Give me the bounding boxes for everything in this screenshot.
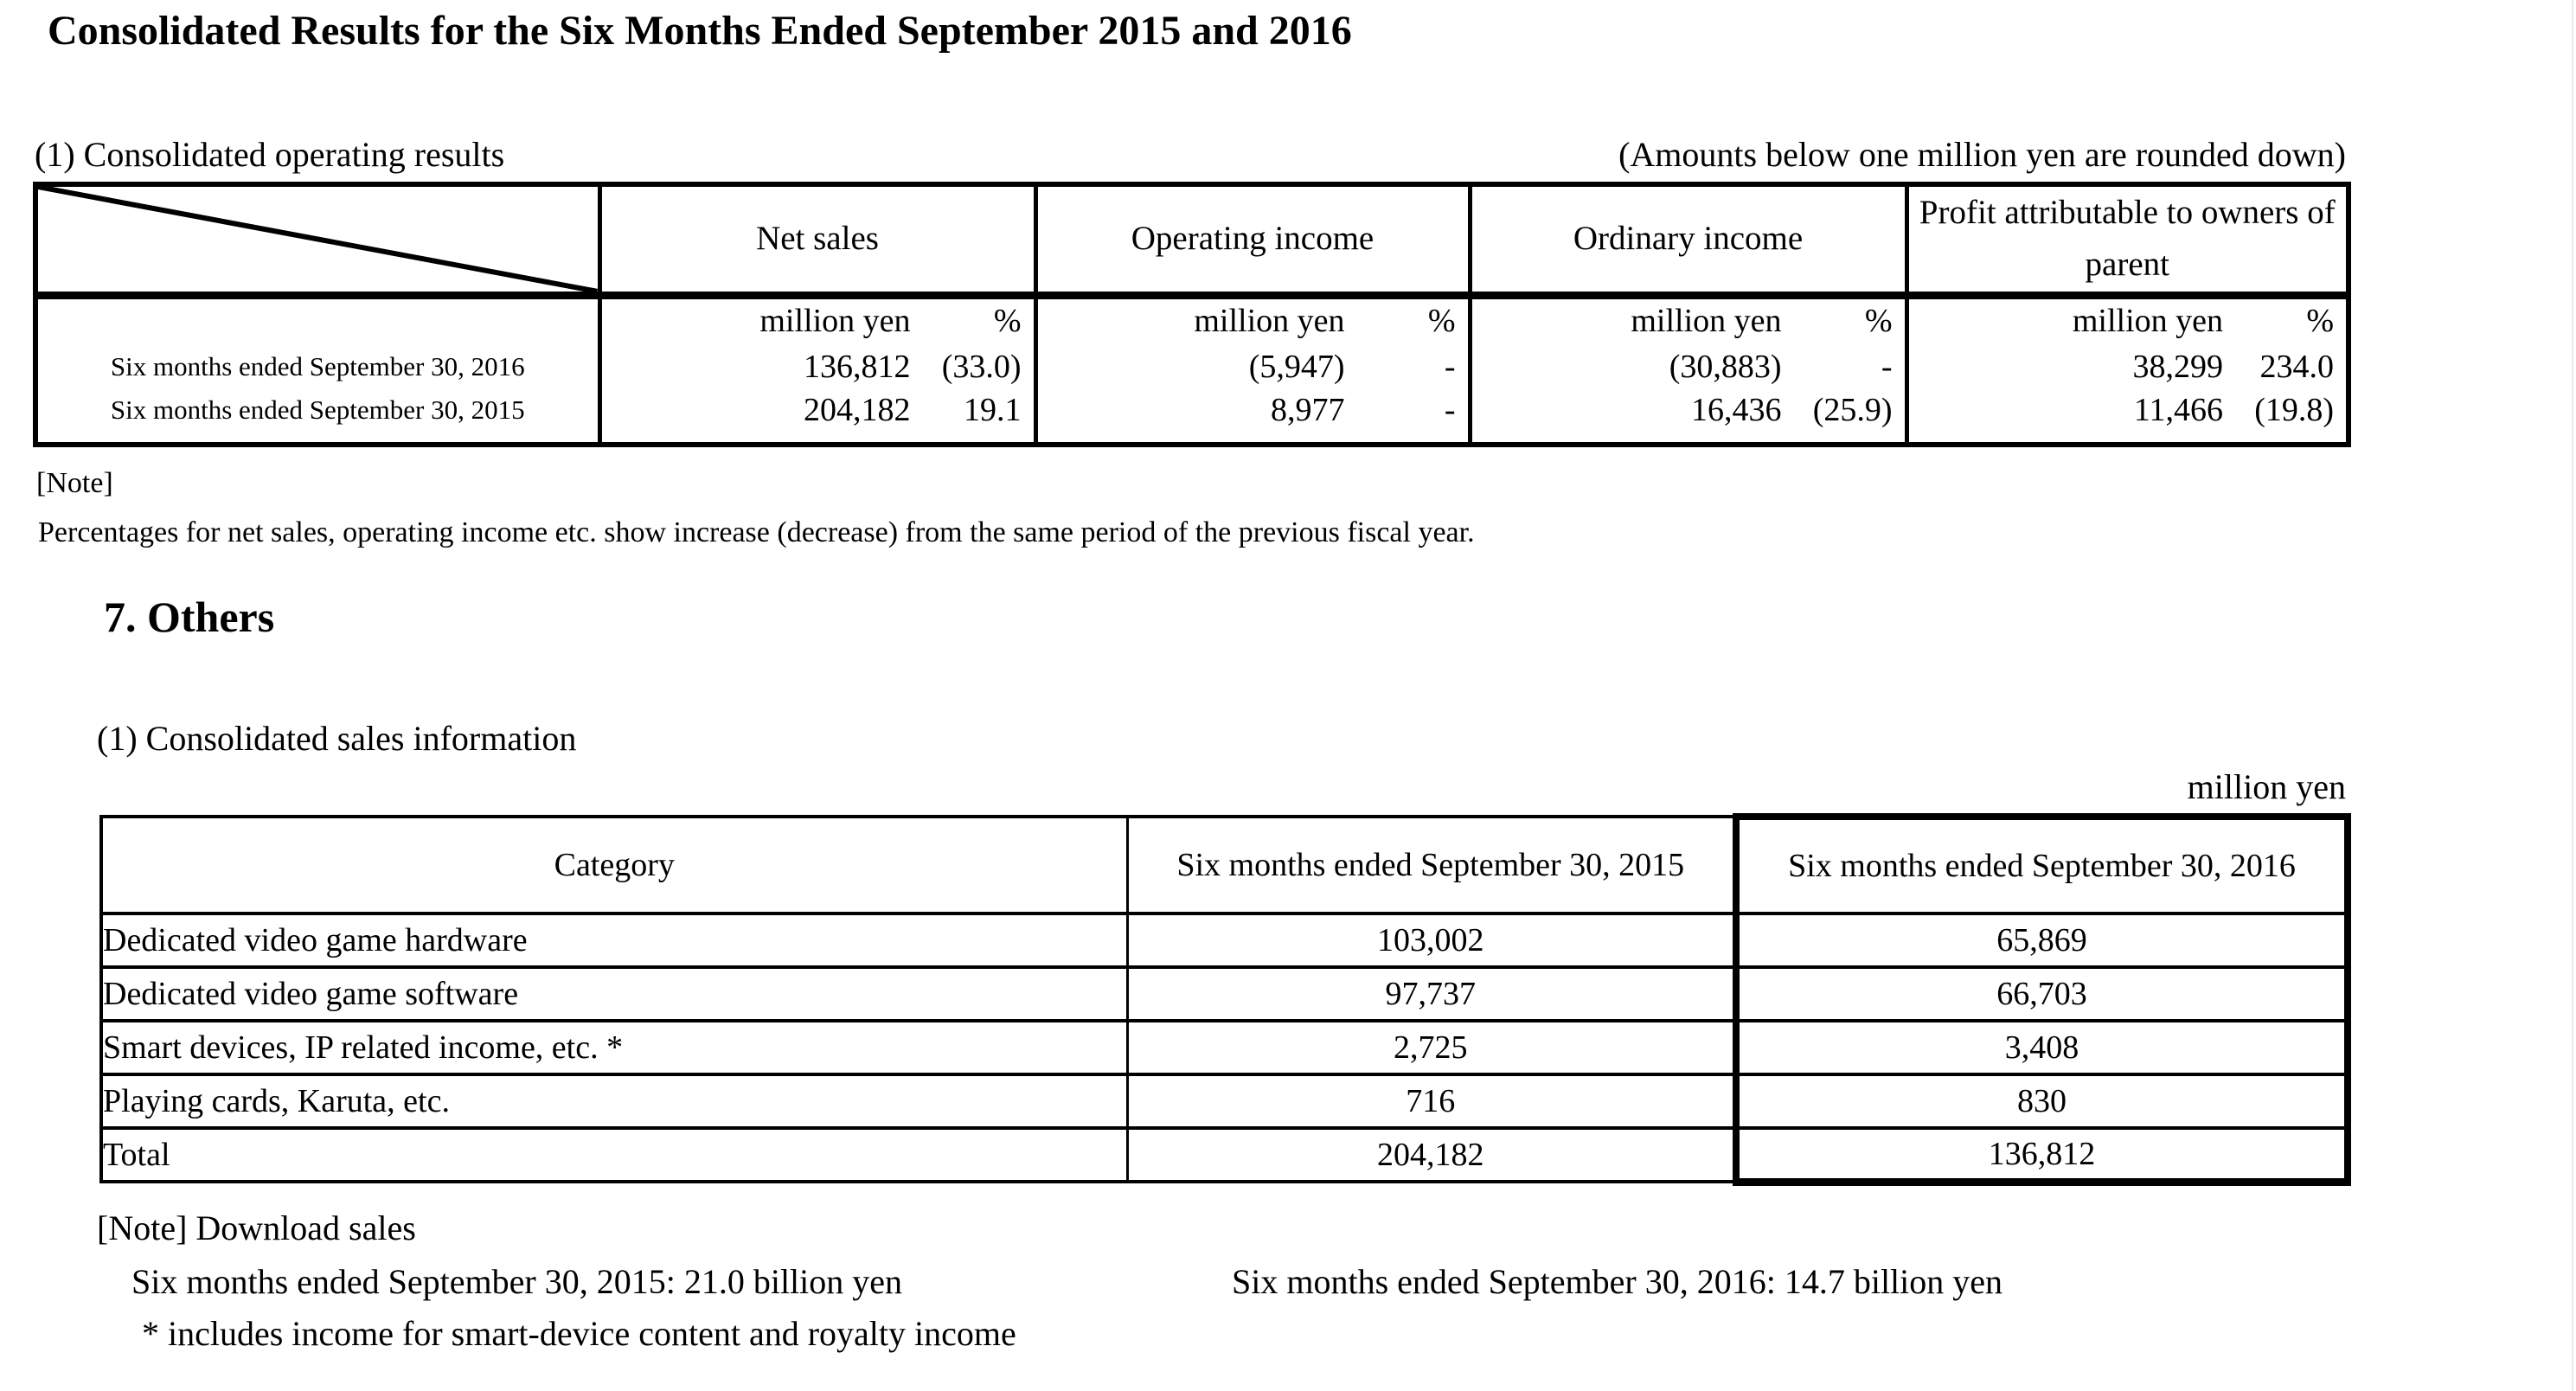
column-header-net-sales: Net sales xyxy=(599,184,1035,295)
amount-value: 204,182 xyxy=(804,392,911,429)
category-cell: Smart devices, IP related income, etc. * xyxy=(101,1021,1127,1074)
table-row xyxy=(35,342,2349,391)
category-cell: Dedicated video game hardware xyxy=(101,913,1127,967)
download-sales-note-label: [Note] Download sales xyxy=(97,1208,416,1247)
sales-information-table xyxy=(99,813,2351,1186)
sales-information-heading: (1) Consolidated sales information xyxy=(97,719,577,758)
net-sales-2015-cell xyxy=(599,391,1035,445)
value-2016-cell: 66,703 xyxy=(1736,967,2348,1021)
unit-row xyxy=(35,295,2349,342)
ordinary-income-2015-cell xyxy=(1470,391,1906,445)
operating-results-heading: (1) Consolidated operating results xyxy=(35,135,505,174)
operating-results-section-header xyxy=(35,134,2346,175)
column-header-ordinary-income: Ordinary income xyxy=(1470,184,1906,295)
operating-income-2015-cell xyxy=(1035,391,1470,445)
amount-value: 16,436 xyxy=(1691,392,1782,429)
download-sales-2016: Six months ended September 30, 2016: 14.7 billion yen xyxy=(1232,1262,2003,1301)
unit-label: million yen xyxy=(1194,302,1345,339)
table-row xyxy=(35,391,2349,445)
asterisk-note: * includes income for smart-device content and royalty income xyxy=(142,1314,1016,1353)
value-2015-cell: 716 xyxy=(1127,1074,1736,1128)
download-sales-2015: Six months ended September 30, 2015: 21.0 billion yen xyxy=(131,1262,903,1301)
row-label: Six months ended September 30, 2015 xyxy=(35,391,599,445)
unit-label: million yen xyxy=(2072,302,2223,339)
percent-value: 234.0 xyxy=(2259,348,2334,385)
table-header-row xyxy=(101,817,2348,913)
value-2016-cell: 3,408 xyxy=(1736,1021,2348,1074)
others-heading: 7. Others xyxy=(104,593,275,641)
table-row xyxy=(101,1074,2348,1128)
operating-results-table xyxy=(33,182,2351,447)
percent-value: - xyxy=(1444,392,1456,429)
empty-cell xyxy=(35,295,599,342)
value-2016-cell: 65,869 xyxy=(1736,913,2348,967)
net-sales-2016-cell xyxy=(599,342,1035,391)
amount-value: (5,947) xyxy=(1248,348,1345,385)
note-label: [Note] xyxy=(36,467,113,499)
rounding-note: (Amounts below one million yen are rounded down) xyxy=(1618,135,2346,174)
operating-income-2016-cell xyxy=(1035,342,1470,391)
percent-label: % xyxy=(1427,302,1456,339)
percent-label: % xyxy=(2306,302,2334,339)
percent-value: (33.0) xyxy=(941,348,1022,385)
table-row-total xyxy=(101,1128,2348,1182)
column-header-profit: Profit attributable to owners of parent xyxy=(1906,184,2349,295)
category-cell: Dedicated video game software xyxy=(101,967,1127,1021)
diagonal-cell xyxy=(35,184,599,295)
column-header-2016: Six months ended September 30, 2016 xyxy=(1736,817,2348,913)
profit-2016-cell xyxy=(1906,342,2349,391)
amount-value: 8,977 xyxy=(1271,392,1345,429)
value-2015-cell: 103,002 xyxy=(1127,913,1736,967)
unit-cell xyxy=(1906,295,2349,342)
value-2016-cell: 830 xyxy=(1736,1074,2348,1128)
column-header-2015: Six months ended September 30, 2015 xyxy=(1127,817,1736,913)
table-row xyxy=(101,1021,2348,1074)
percent-label: % xyxy=(1864,302,1893,339)
percent-value: 19.1 xyxy=(964,392,1022,429)
ordinary-income-2016-cell xyxy=(1470,342,1906,391)
table-header-row xyxy=(35,184,2349,295)
unit-label: million yen xyxy=(759,302,911,339)
percent-value: - xyxy=(1444,348,1456,385)
profit-2015-cell xyxy=(1906,391,2349,445)
diagonal-line-icon xyxy=(38,187,598,292)
amount-value: (30,883) xyxy=(1669,348,1782,385)
column-header-operating-income: Operating income xyxy=(1035,184,1470,295)
page-edge-line xyxy=(2572,0,2573,1391)
value-2016-cell: 136,812 xyxy=(1736,1128,2348,1182)
unit-cell xyxy=(1470,295,1906,342)
unit-cell xyxy=(599,295,1035,342)
percent-label: % xyxy=(993,302,1022,339)
value-2015-cell: 204,182 xyxy=(1127,1128,1736,1182)
value-2015-cell: 97,737 xyxy=(1127,967,1736,1021)
percent-value: (19.8) xyxy=(2254,392,2334,429)
amount-value: 136,812 xyxy=(804,348,911,385)
amount-value: 38,299 xyxy=(2132,348,2223,385)
million-yen-label: million yen xyxy=(2187,767,2346,806)
column-header-category: Category xyxy=(101,817,1127,913)
page-title: Consolidated Results for the Six Months Ended September 2015 and 2016 xyxy=(48,8,1352,54)
unit-label: million yen xyxy=(1631,302,1782,339)
percentages-note: Percentages for net sales, operating income etc. show increase (decrease) from the same period of the previous fiscal year. xyxy=(38,516,1475,548)
table-row xyxy=(101,913,2348,967)
table-row xyxy=(101,967,2348,1021)
percent-value: - xyxy=(1881,348,1893,385)
amount-value: 11,466 xyxy=(2133,392,2223,429)
category-cell: Playing cards, Karuta, etc. xyxy=(101,1074,1127,1128)
row-label: Six months ended September 30, 2016 xyxy=(35,342,599,391)
unit-cell xyxy=(1035,295,1470,342)
category-cell: Total xyxy=(101,1128,1127,1182)
value-2015-cell: 2,725 xyxy=(1127,1021,1736,1074)
percent-value: (25.9) xyxy=(1812,392,1893,429)
